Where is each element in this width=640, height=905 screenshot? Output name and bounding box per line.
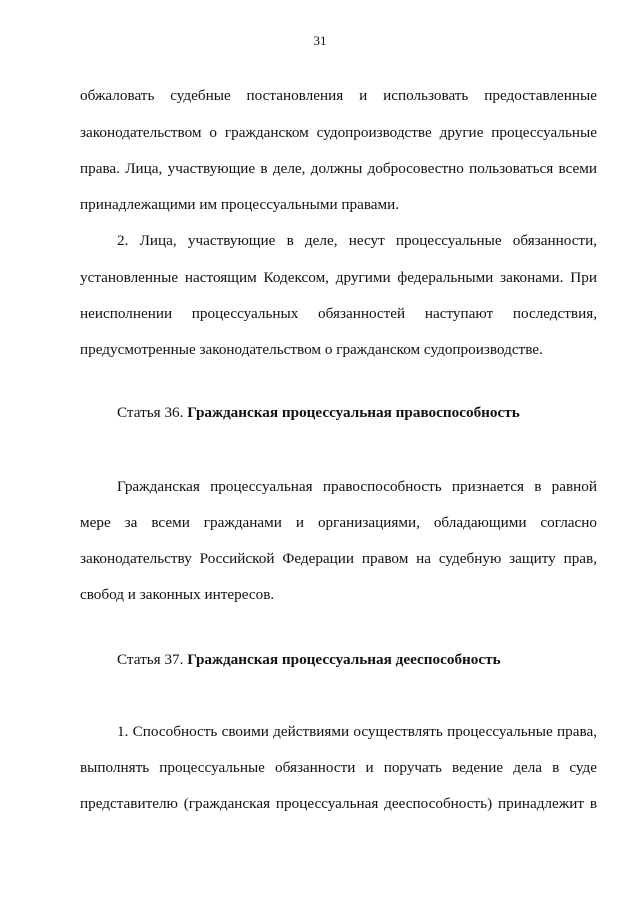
- article-36-heading: [117, 403, 520, 423]
- text-line: свобод и законных интересов.: [80, 586, 275, 603]
- text-line: 2. Лица, участвующие в деле, несут процессуальные обязанности,: [117, 232, 597, 249]
- text-line: Гражданская процессуальная правоспособность признается в равной: [117, 478, 597, 495]
- text-line: мере за всеми гражданами и организациями, обладающими согласно: [80, 514, 597, 531]
- text-line: представителю (гражданская процессуальная дееспособность) принадлежит в: [80, 795, 597, 812]
- text-line: принадлежащими им процессуальными правами.: [80, 196, 400, 213]
- article-37-prefix: Статья 37.: [117, 651, 184, 668]
- text-line: установленные настоящим Кодексом, другими федеральными законами. При: [80, 269, 597, 286]
- article-37-heading: [117, 650, 501, 670]
- text-line: законодательству Российской Федерации правом на судебную защиту прав,: [80, 550, 597, 567]
- page-number: 31: [313, 33, 327, 48]
- text-line: 1. Способность своими действиями осуществлять процессуальные права,: [117, 723, 597, 740]
- text-line: права. Лица, участвующие в деле, должны добросовестно пользоваться всеми: [80, 160, 597, 177]
- article-36-prefix: Статья 36.: [117, 404, 184, 421]
- text-line: выполнять процессуальные обязанности и поручать ведение дела в суде: [80, 759, 597, 776]
- text-line: предусмотренные законодательством о гражданском судопроизводстве.: [80, 341, 543, 358]
- text-line: законодательством о гражданском судопроизводстве другие процессуальные: [80, 124, 597, 141]
- article-37-title: Гражданская процессуальная дееспособность: [187, 651, 501, 668]
- text-line: неисполнении процессуальных обязанностей наступают последствия,: [80, 305, 597, 322]
- article-36-title: Гражданская процессуальная правоспособность: [187, 404, 520, 421]
- text-line: обжаловать судебные постановления и использовать предоставленные: [80, 87, 597, 104]
